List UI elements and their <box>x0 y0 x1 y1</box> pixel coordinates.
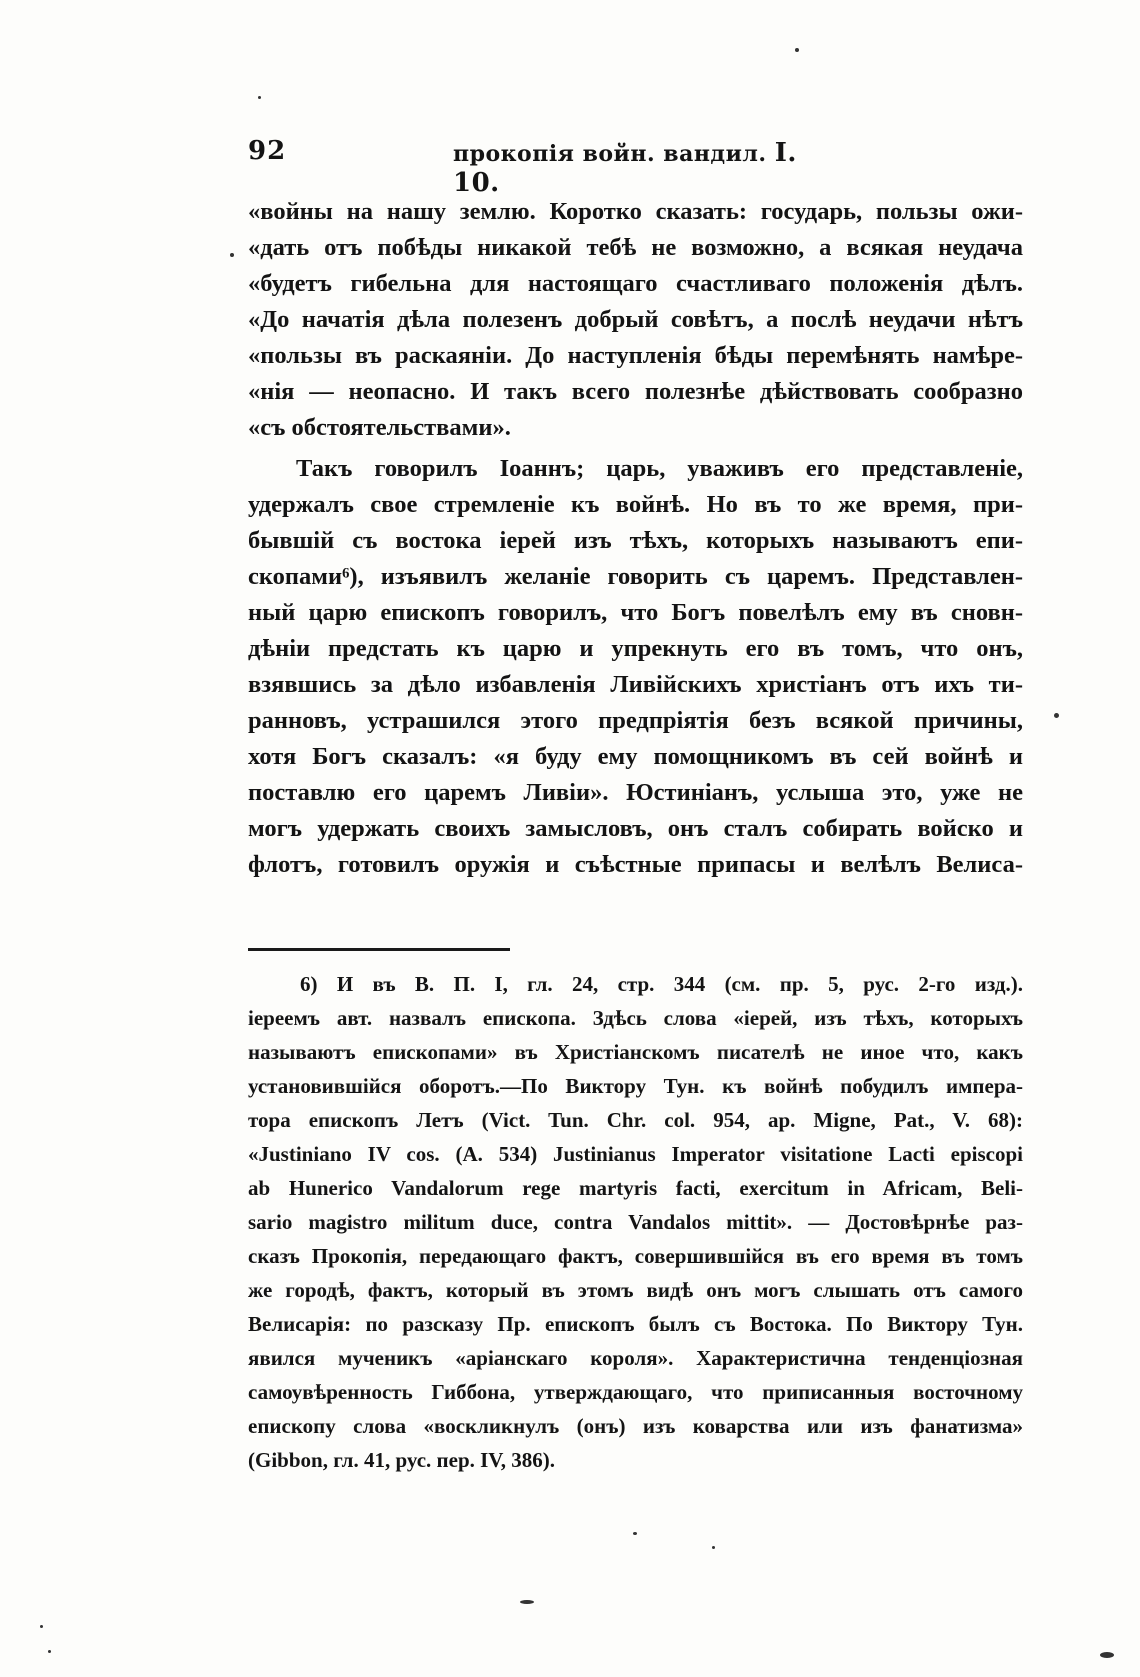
body-line: взявшись за дѣло избавленія Ливійскихъ христіанъ отъ ихъ ти- <box>248 671 1023 698</box>
footnote-separator <box>248 948 510 951</box>
scan-speck <box>1100 1652 1114 1658</box>
body-line: хотя Богъ сказалъ: «я буду ему помощникомъ въ сей войнѣ и <box>248 743 1023 770</box>
footnote-line: sario magistro militum duce, contra Vandalos mittit». — Достовѣрнѣе раз- <box>248 1210 1023 1234</box>
body-line: поставлю его царемъ Ливіи». Юстиніанъ, услыша это, уже не <box>248 779 1023 806</box>
body-line: ранновъ, устрашился этого предпріятія безъ всякой причины, <box>248 707 1023 734</box>
body-line: «будетъ гибельна для настоящаго счастливаго положенія дѣлъ. <box>248 270 1023 297</box>
scan-speck <box>48 1650 51 1653</box>
running-title-text: прокопія войн. вандил. <box>453 141 767 167</box>
footnote-line: епископу слова «воскликнулъ (онъ) изъ коварства или изъ фанатизма» <box>248 1414 1023 1438</box>
footnote-line: «Justiniano IV cos. (A. 534) Justinianus Imperator visitatione Lacti episcopi <box>248 1142 1023 1166</box>
page-number: 92 <box>248 136 287 166</box>
footnote-line: самоувѣренность Гиббона, утверждающаго, что приписанныя восточному <box>248 1380 1023 1404</box>
scan-speck <box>230 253 234 257</box>
body-line: флотъ, готовилъ оружія и съѣстные припасы и велѣлъ Велиса- <box>248 851 1023 878</box>
footnote-line: называютъ епископами» въ Христіанскомъ писателѣ не иное что, какъ <box>248 1040 1023 1064</box>
footnote-line: сказъ Прокопія, передающаго фактъ, совершившійся въ его время въ томъ <box>248 1244 1023 1268</box>
footnote-line: ab Hunerico Vandalorum rege martyris facti, exercitum in Africam, Beli- <box>248 1176 1023 1200</box>
body-line: удержалъ свое стремленіе къ войнѣ. Но въ то же время, при- <box>248 491 1023 518</box>
footnote-line: 6) И въ В. П. I, гл. 24, стр. 344 (см. пр. 5, рус. 2-го изд.). <box>300 972 1023 996</box>
scan-speck <box>712 1546 715 1549</box>
footnote-line: тора епископъ Летъ (Vict. Tun. Chr. col. 954, ap. Migne, Pat., V. 68): <box>248 1108 1023 1132</box>
footnote-line: (Gibbon, гл. 41, рус. пер. IV, 386). <box>248 1448 556 1472</box>
body-line: «нія — неопасно. И такъ всего полезнѣе дѣйствовать сообразно <box>248 378 1023 405</box>
body-line: «До начатія дѣла полезенъ добрый совѣтъ, а послѣ неудачи нѣтъ <box>248 306 1023 333</box>
body-line: могъ удержать своихъ замысловъ, онъ сталъ собирать войско и <box>248 815 1023 842</box>
running-title <box>453 138 818 198</box>
scan-speck <box>795 48 799 52</box>
body-line: ный царю епископъ говорилъ, что Богъ повелѣлъ ему въ сновн- <box>248 599 1023 626</box>
running-chapter: I. 10. <box>453 138 797 198</box>
body-line: «дать отъ побѣды никакой тебѣ не возможно, а всякая неудача <box>248 234 1023 261</box>
body-line: Такъ говорилъ Іоаннъ; царь, уваживъ его представленіе, <box>296 455 1023 482</box>
scan-speck <box>520 1600 534 1604</box>
footnote-line: іереемъ авт. назвалъ епископа. Здѣсь слова «іерей, изъ тѣхъ, которыхъ <box>248 1006 1023 1030</box>
body-line: «войны на нашу землю. Коротко сказать: государь, пользы ожи- <box>248 198 1023 225</box>
body-line: «съ обстоятельствами». <box>248 414 511 441</box>
body-line: бывшій съ востока іерей изъ тѣхъ, которыхъ называютъ епи- <box>248 527 1023 554</box>
body-line: дѣніи предстать къ царю и упрекнуть его въ томъ, что онъ, <box>248 635 1023 662</box>
footnote-line: Велисарія: по разсказу Пр. епископъ былъ съ Востока. По Виктору Тун. <box>248 1312 1023 1336</box>
scan-speck <box>40 1625 43 1628</box>
scan-speck <box>633 1532 637 1535</box>
footnote-line: же городѣ, фактъ, который въ этомъ видѣ онъ могъ слышать отъ самого <box>248 1278 1023 1302</box>
body-line: скопами⁶), изъявилъ желаніе говорить съ царемъ. Представлен- <box>248 563 1023 590</box>
scan-speck <box>258 96 261 99</box>
footnote-line: установившійся оборотъ.—По Виктору Тун. къ войнѣ побудилъ импера- <box>248 1074 1023 1098</box>
footnote-line: явился мученикъ «аріанскаго короля». Характеристична тенденціозная <box>248 1346 1023 1370</box>
running-header <box>248 136 818 198</box>
scan-speck <box>1054 713 1059 718</box>
body-line: «пользы въ раскаяніи. До наступленія бѣды перемѣнять намѣре- <box>248 342 1023 369</box>
